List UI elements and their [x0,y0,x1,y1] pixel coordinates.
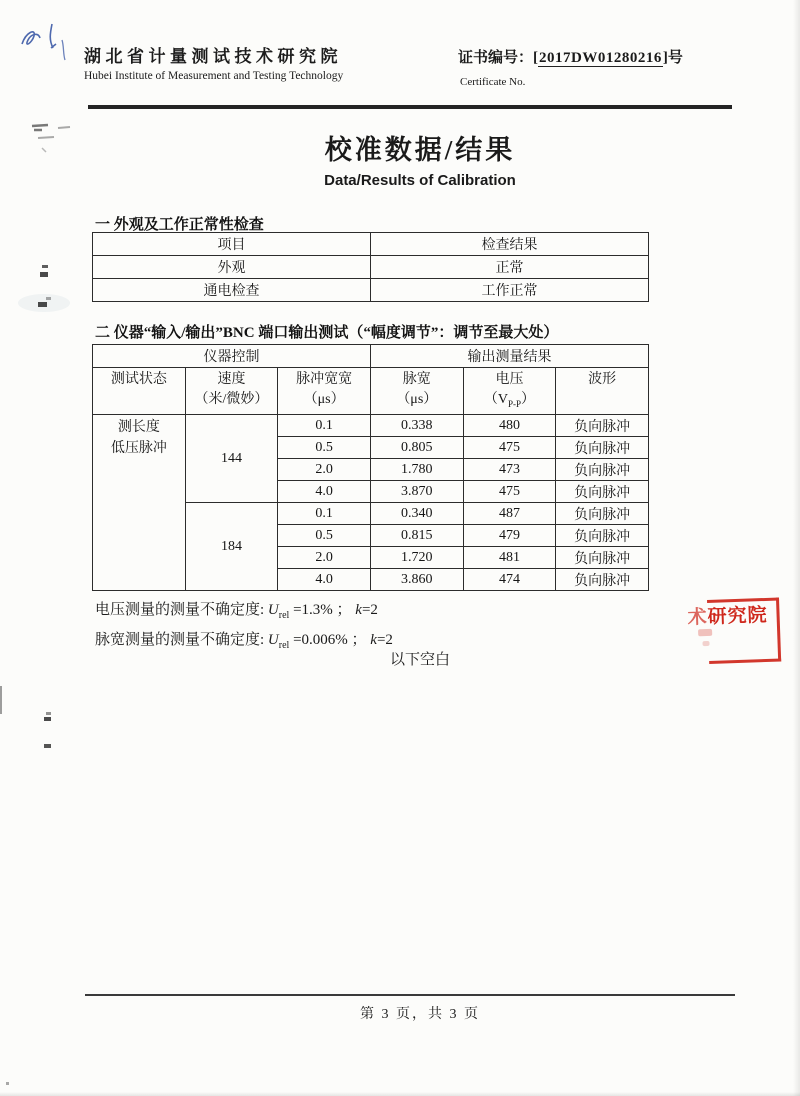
certificate-number-label: 证书编号： [458,50,534,66]
uncertainty-U-subscript: rel [278,640,290,651]
scan-speck-mark [40,272,48,277]
cell-pw-set: 0.1 [278,503,371,525]
cell-pw-set: 4.0 [278,569,371,591]
section1-heading: 一 外观及工作正常性检查 [95,217,264,233]
cell-voltage: 473 [463,459,556,481]
cell-item: 外观 [93,256,371,279]
uncertainty-value: =0.006% ； [289,632,371,648]
certificate-number-line [458,46,683,67]
cell-pw-set: 0.5 [278,525,371,547]
uncertainty-k-value: =2 [361,602,378,618]
uncertainty-U-symbol: U [267,602,279,618]
scan-speck-mark [44,717,51,721]
table-row [93,279,649,302]
page-title: 校准数据/结果 [324,135,516,165]
cell-waveform: 负向脉冲 [556,481,649,503]
table-row [93,415,649,437]
scan-smudge-mark [28,118,112,158]
certificate-bracket-open: [ [533,50,539,66]
col-header-pwset-label: 脉冲宽宽 [296,372,353,387]
uncertainty-value: =1.3% ； [289,602,356,618]
col-header-voltage [463,368,556,415]
cell-speed: 144 [185,415,278,503]
uncertainty-k-symbol: k [370,632,377,648]
cell-waveform: 负向脉冲 [556,459,649,481]
table-row [93,256,649,279]
cell-voltage: 480 [463,415,556,437]
scan-speck-mark [38,302,47,307]
uncertainty-prefix: 脉宽测量的测量不确定度: [95,632,268,648]
col-header-state-label: 测试状态 [110,372,167,387]
cell-test-state [93,415,186,591]
institute-name-en: Hubei Institute of Measurement and Testing Technology [84,70,344,82]
col-header-waveform [556,368,649,415]
test-state-line2: 低压脉冲 [110,441,167,456]
cell-pw-meas: 1.780 [370,459,463,481]
output-test-table-wrap [92,344,649,591]
col-header-pwset-unit: （μs） [303,392,345,407]
uncertainty-k-symbol: k [355,602,362,618]
cell-pw-meas: 1.720 [370,547,463,569]
output-test-table [92,344,649,591]
cell-voltage: 481 [463,547,556,569]
cell-pw-meas: 0.340 [370,503,463,525]
col-header-pulse-width-meas [370,368,463,415]
cell-voltage: 487 [463,503,556,525]
cell-pw-set: 0.1 [278,415,371,437]
cell-pw-set: 2.0 [278,459,371,481]
appearance-check-table-wrap [92,232,649,302]
scan-speck-mark [6,1082,9,1085]
uncertainty-U-subscript: rel [278,610,290,621]
cell-waveform: 负向脉冲 [556,437,649,459]
scan-right-edge-shadow [793,0,800,1096]
cell-pw-set: 4.0 [278,481,371,503]
scan-speck-mark [44,744,51,748]
scan-bottom-edge-shadow [0,1092,800,1096]
stamp-main-text: 研究院 [707,604,768,628]
cell-pw-meas: 3.870 [370,481,463,503]
cell-pw-set: 2.0 [278,547,371,569]
col-header-waveform-label: 波形 [588,372,617,387]
col-header-state [93,368,186,415]
cell-waveform: 负向脉冲 [556,503,649,525]
col-header-pwmeas-unit: （μs） [396,392,438,407]
header-divider-rule [88,105,732,109]
cell-result: 工作正常 [371,279,649,302]
certificate-bracket-close: ]号 [662,50,683,66]
cell-voltage: 479 [463,525,556,547]
table-group-header-row [93,345,649,368]
scan-speck-mark [46,712,51,715]
cell-waveform: 负向脉冲 [556,415,649,437]
col-header-pulse-width-set [278,368,371,415]
footer-divider-rule [85,994,735,996]
section2-heading: 二 仪器“输入/输出”BNC 端口输出测试（“幅度调节”：调节至最大处） [95,325,559,341]
cell-voltage: 475 [463,437,556,459]
voltage-uncertainty-line [95,598,393,628]
stamp-text [687,600,768,630]
appearance-check-table [92,232,649,302]
scan-speck-mark [46,297,51,300]
uncertainty-U-symbol: U [267,632,279,648]
pen-scribble-mark [16,18,80,70]
scan-edge-line [0,686,2,714]
cell-pw-meas: 3.860 [370,569,463,591]
certificate-number-label-en: Certificate No. [460,76,526,88]
table-column-header-row [93,368,649,415]
cell-pw-set: 0.5 [278,437,371,459]
header-cell-item: 项目 [93,233,371,256]
header-cell-result: 检查结果 [371,233,649,256]
voltage-unit-pre: （V [483,392,508,407]
cell-waveform: 负向脉冲 [556,525,649,547]
voltage-unit-post: ） [521,392,536,407]
certificate-number: 2017DW01280216 [539,50,662,66]
stamp-faint-mark [702,641,709,646]
cell-item: 通电检查 [93,279,371,302]
cell-pw-meas: 0.338 [370,415,463,437]
cell-result: 正常 [371,256,649,279]
page-subtitle-en: Data/Results of Calibration [324,172,516,189]
voltage-unit-sub: P-P [508,398,522,409]
col-header-voltage-unit [464,390,556,414]
col-header-voltage-label: 电压 [495,372,524,387]
uncertainty-prefix: 电压测量的测量不确定度: [95,602,268,618]
institute-name-cn: 湖北省计量测试技术研究院 [84,47,342,66]
group-header-control: 仪器控制 [93,345,371,368]
page-number: 第 3 页，共 3 页 [360,1007,480,1022]
table-header-row [93,233,649,256]
cell-pw-meas: 0.805 [370,437,463,459]
cell-voltage: 474 [463,569,556,591]
cell-voltage: 475 [463,481,556,503]
blank-below-note: 以下空白 [389,652,450,668]
stamp-faint-mark [698,629,712,636]
col-header-speed-unit: （米/微妙） [194,392,269,407]
cell-waveform: 负向脉冲 [556,569,649,591]
cell-speed: 184 [185,503,278,591]
stamp-partial-char: 术 [687,606,708,629]
scan-speck-mark [42,265,48,268]
cell-pw-meas: 0.815 [370,525,463,547]
group-header-results: 输出测量结果 [370,345,648,368]
red-seal-stamp [685,588,788,667]
col-header-speed-label: 速度 [217,372,246,387]
test-state-line1: 测长度 [117,420,160,435]
uncertainty-k-value: =2 [376,632,393,648]
col-header-pwmeas-label: 脉宽 [402,372,431,387]
col-header-speed [185,368,278,415]
cell-waveform: 负向脉冲 [556,547,649,569]
